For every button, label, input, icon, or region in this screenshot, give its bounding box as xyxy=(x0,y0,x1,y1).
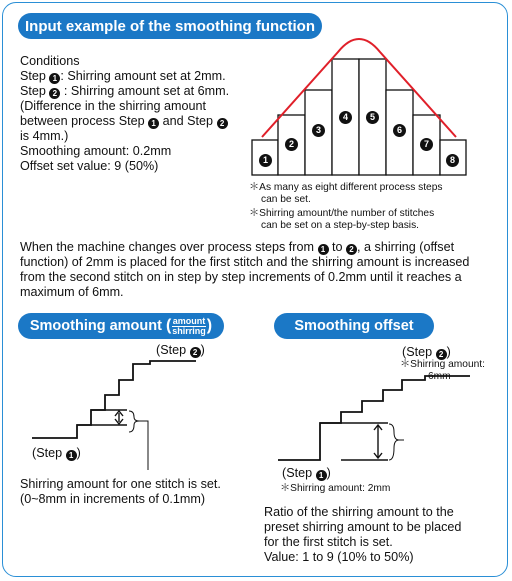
condition-text: and Step xyxy=(159,114,217,128)
description-line1 xyxy=(20,240,454,255)
description-text: , a shirring (offset xyxy=(357,240,455,254)
description-line3: from the second stitch on in step by step increments of 0.2mm until it reaches a xyxy=(20,270,462,284)
note-max-steps xyxy=(249,182,442,205)
condition-text: : Shirring amount set at 2mm. xyxy=(60,69,226,83)
offset-caption-line4: Value: 1 to 9 (10% to 50%) xyxy=(264,550,414,564)
step-number-badge: 1 xyxy=(316,470,327,481)
step-label-text: (Step xyxy=(282,466,316,480)
condition-text: between process Step xyxy=(20,114,149,128)
amount-per-shirring-fraction xyxy=(172,317,206,336)
step-number-badge: 2 xyxy=(49,88,60,99)
offset-step2-label xyxy=(402,345,451,360)
note-text: can be set. xyxy=(261,193,311,205)
condition-offset-value: Offset set value: 9 (50%) xyxy=(20,159,159,173)
step-number-badge: 2 xyxy=(436,349,447,360)
amount-step1-label xyxy=(32,446,81,461)
condition-smoothing-amount: Smoothing amount: 0.2mm xyxy=(20,144,172,158)
smoothing-amount-title: Smoothing amount xyxy=(29,318,162,334)
step-badge-8: 8 xyxy=(446,154,459,167)
smoothing-amount-pill xyxy=(18,313,224,339)
note-shirring-stitches xyxy=(249,208,434,231)
smoothing-offset-staircase xyxy=(278,376,470,460)
step-number-badge: 1 xyxy=(49,73,60,84)
paren-open: ( xyxy=(165,317,172,334)
step-columns xyxy=(252,59,466,175)
fraction-numerator: amount xyxy=(172,315,206,326)
step-label-text: ) xyxy=(200,343,205,357)
description-line2: function) of 2mm is placed for the first stitch and the shirring amount is increased xyxy=(20,255,470,269)
step-number-badge: 2 xyxy=(217,118,228,129)
note-text: ＊Shirring amount/the number of stitches xyxy=(249,208,435,219)
page-title: Input example of the smoothing function xyxy=(25,17,315,35)
condition-text: Step xyxy=(20,69,50,83)
offset-top-shirring-note xyxy=(400,359,485,382)
step-badge-4: 4 xyxy=(339,111,352,124)
paren-close: ) xyxy=(206,317,213,334)
offset-caption-line1: Ratio of the shirring amount to the xyxy=(264,505,454,519)
step-label-text: ) xyxy=(326,466,331,480)
condition-text: Step xyxy=(20,84,50,98)
note-text: 6mm xyxy=(428,370,451,382)
offset-step1-label xyxy=(282,466,331,481)
step-label-text: (Step xyxy=(402,345,436,359)
offset-caption-line2: preset shirring amount to be placed xyxy=(264,520,462,534)
amount-step2-label xyxy=(156,343,205,358)
smoothing-offset-pill xyxy=(274,313,434,339)
offset-bottom-shirring-note: ＊Shirring amount: 2mm xyxy=(280,483,391,494)
amount-caption-line2: (0~8mm in increments of 0.1mm) xyxy=(20,492,206,506)
amount-caption-line1: Shirring amount for one stitch is set. xyxy=(20,477,221,491)
condition-diff-line1: (Difference in the shirring amount xyxy=(20,99,206,113)
step-badge-1: 1 xyxy=(259,154,272,167)
step-label-text: ) xyxy=(76,446,81,460)
offset-caption-line3: for the first stitch is set. xyxy=(264,535,393,549)
step-number-badge: 2 xyxy=(346,244,357,255)
note-text: ＊Shirring amount: xyxy=(400,359,485,370)
note-text: ＊As many as eight different process steps xyxy=(249,182,443,193)
step-number-badge: 1 xyxy=(66,450,77,461)
step-number-badge: 2 xyxy=(190,347,201,358)
conditions-heading: Conditions xyxy=(20,54,80,68)
step-badge-7: 7 xyxy=(420,138,433,151)
description-text: to xyxy=(328,240,347,254)
step-badge-2: 2 xyxy=(285,138,298,151)
fraction-denominator: shirring xyxy=(172,325,206,336)
note-text: can be set on a step-by-step basis. xyxy=(261,219,419,231)
condition-text: : Shirring amount set at 6mm. xyxy=(60,84,230,98)
step-label-text: (Step xyxy=(32,446,66,460)
step-badge-5: 5 xyxy=(366,111,379,124)
description-line4: maximum of 6mm. xyxy=(20,285,124,299)
condition-diff-line3: is 4mm.) xyxy=(20,129,69,143)
description-text: When the machine changes over process steps from xyxy=(20,240,318,254)
step-number-badge: 1 xyxy=(318,244,329,255)
step-badge-6: 6 xyxy=(393,124,406,137)
step-label-text: (Step xyxy=(156,343,190,357)
step-number-badge: 1 xyxy=(148,118,159,129)
step-badge-3: 3 xyxy=(312,124,325,137)
step-label-text: ) xyxy=(446,345,451,359)
smoothing-offset-title: Smoothing offset xyxy=(294,318,414,334)
